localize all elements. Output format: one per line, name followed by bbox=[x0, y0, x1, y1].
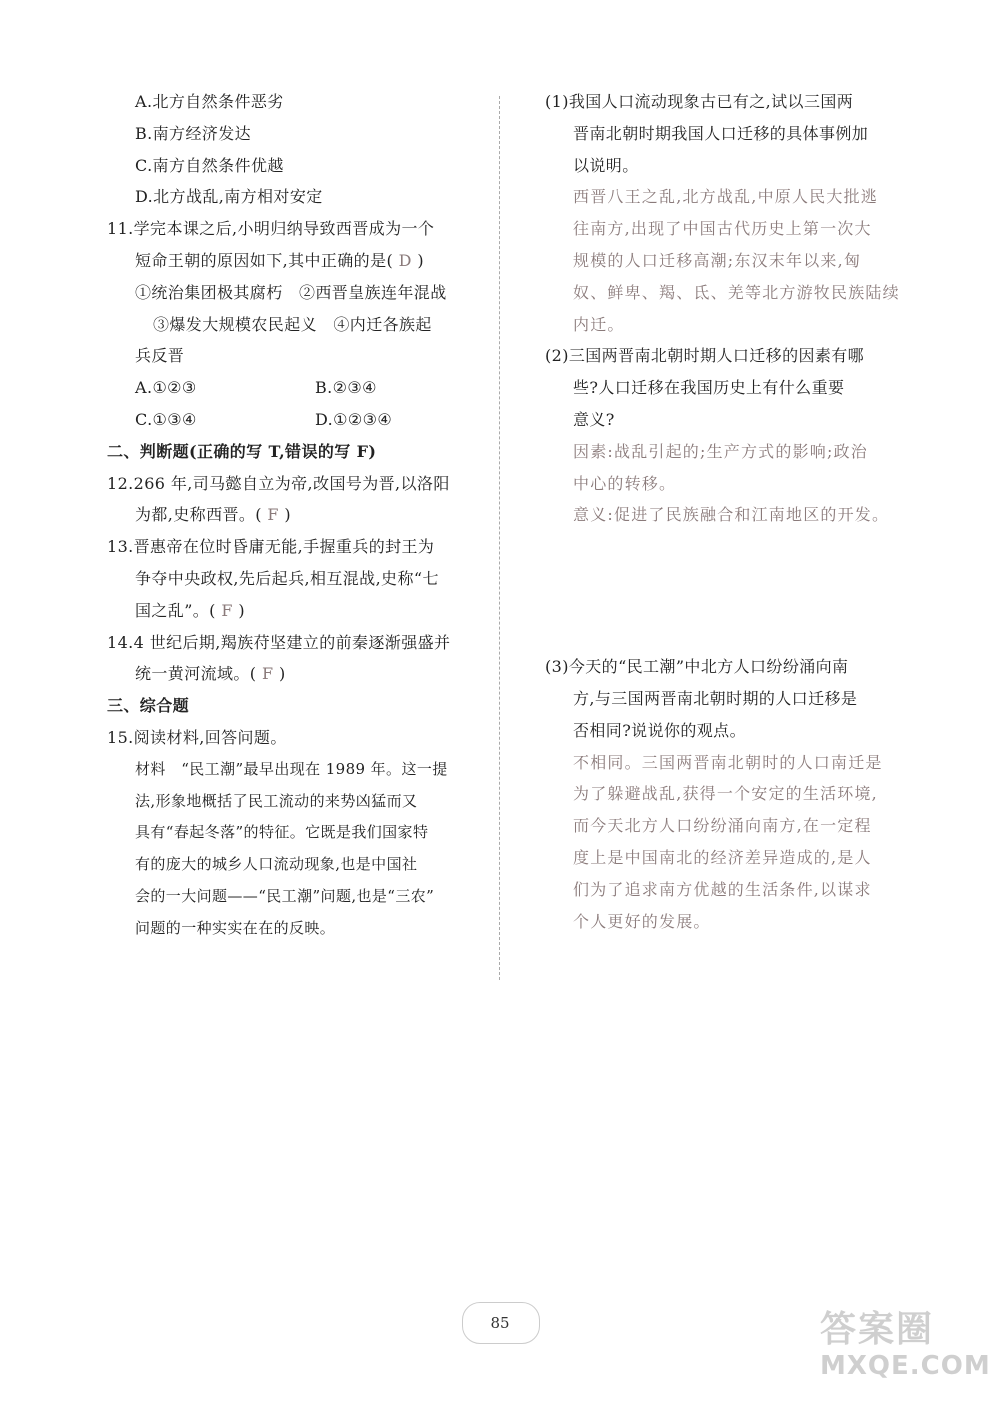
ans3-line1: 不相同。三国两晋南北朝时的人口南迁是 bbox=[573, 752, 883, 772]
ans3-line5: 们为了追求南方优越的生活条件,以谋求 bbox=[573, 879, 872, 899]
ans3-line2: 为了躲避战乱,获得一个安定的生活环境, bbox=[573, 784, 878, 804]
sub1-line2: 晋南北朝时期我国人口迁移的具体事例加 bbox=[573, 123, 869, 143]
page-number: 85 bbox=[490, 1314, 510, 1332]
section-3-heading: 三、综合题 bbox=[107, 696, 190, 716]
material-line-4: 有的庞大的城乡人口流动现象,也是中国社 bbox=[135, 855, 418, 874]
q14-line1: 14.4 世纪后期,羯族苻坚建立的前秦逐渐强盛并 bbox=[107, 632, 451, 652]
q14-line2 bbox=[107, 658, 485, 690]
left-column bbox=[107, 86, 485, 945]
q11-stem-text: 短命王朝的原因如下,其中正确的是( bbox=[135, 250, 394, 270]
sub2-line2: 些?人口迁移在我国历史上有什么重要 bbox=[573, 378, 845, 398]
ans2-line3: 意义:促进了民族融合和江南地区的开发。 bbox=[573, 505, 890, 525]
q13-answer: F bbox=[215, 600, 239, 620]
q11-stem-line1: 11.学完本课之后,小明归纳导致西晋成为一个 bbox=[107, 219, 435, 239]
watermark-line2: MXQE.COM bbox=[820, 1351, 991, 1381]
q11-answer: D bbox=[393, 250, 418, 270]
q10-option-a: A.北方自然条件恶劣 bbox=[135, 92, 284, 111]
q12-text: 为都,史称西晋。( bbox=[135, 505, 262, 525]
q13-line3 bbox=[107, 595, 485, 627]
q11-options-row1 bbox=[107, 372, 485, 404]
column-divider bbox=[499, 96, 500, 980]
ans1-line4: 奴、鲜卑、羯、氐、羌等北方游牧民族陆续 bbox=[573, 282, 900, 302]
q12-line1: 12.266 年,司马懿自立为帝,改国号为晋,以洛阳 bbox=[107, 473, 450, 493]
q11-option-d: D.①②③④ bbox=[315, 409, 393, 429]
q14-answer: F bbox=[256, 664, 279, 684]
q11-items-line1: ①统治集团极其腐朽 ②西晋皇族连年混战 bbox=[135, 282, 447, 302]
ans2-line2: 中心的转移。 bbox=[573, 473, 677, 493]
q11-option-c: C.①③④ bbox=[135, 409, 197, 429]
sub2-line3: 意义? bbox=[573, 409, 615, 429]
q13-line1: 13.晋惠帝在位时昏庸无能,手握重兵的封王为 bbox=[107, 537, 435, 557]
sub3-line1: (3)今天的“民工潮”中北方人口纷纷涌向南 bbox=[545, 657, 849, 677]
q12-line2 bbox=[107, 499, 485, 531]
sub3-line2: 方,与三国两晋南北朝时期的人口迁移是 bbox=[573, 688, 858, 708]
ans1-line3: 规模的人口迁移高潮;东汉末年以来,匈 bbox=[573, 250, 862, 270]
q11-paren-close: ) bbox=[417, 250, 424, 270]
ans3-line6: 个人更好的发展。 bbox=[573, 911, 711, 931]
q15-stem: 15.阅读材料,回答问题。 bbox=[107, 727, 287, 747]
material-line-2: 法,形象地概括了民工流动的来势凶猛而又 bbox=[135, 791, 418, 810]
q14-paren-close: ) bbox=[278, 664, 286, 684]
q11-options-row2 bbox=[107, 404, 485, 436]
material-line-1: 材料 “民工潮”最早出现在 1989 年。这一提 bbox=[135, 759, 448, 778]
ans3-line3: 而今天北方人口纷纷涌向南方,在一定程 bbox=[573, 816, 872, 836]
q11-option-a: A.①②③ bbox=[135, 378, 197, 398]
q10-option-c: C.南方自然条件优越 bbox=[135, 155, 284, 175]
ans2-line1: 因素:战乱引起的;生产方式的影响;政治 bbox=[573, 441, 868, 461]
ans1-line5: 内迁。 bbox=[573, 314, 625, 334]
q11-items-line3: 兵反晋 bbox=[135, 346, 185, 366]
q13-line2: 争夺中央政权,先后起兵,相互混战,史称“七 bbox=[135, 568, 439, 588]
q14-text: 统一黄河流域。( bbox=[135, 664, 257, 684]
sub3-line3: 否相同?说说你的观点。 bbox=[573, 720, 746, 740]
q11-items-line2: ③爆发大规模农民起义 ④内迁各族起 bbox=[153, 314, 432, 334]
ans3-line4: 度上是中国南北的经济差异造成的,是人 bbox=[573, 847, 872, 867]
q12-answer: F bbox=[261, 505, 285, 525]
q13-text: 国之乱”。( bbox=[135, 600, 216, 620]
section-2-heading: 二、判断题(正确的写 T,错误的写 F) bbox=[107, 441, 377, 461]
right-column bbox=[545, 86, 900, 937]
material-line-5: 会的一大问题——“民工潮”问题,也是“三农” bbox=[135, 886, 435, 905]
sub1-line1: (1)我国人口流动现象古已有之,试以三国两 bbox=[545, 92, 854, 111]
watermark-line1: 答案圈 bbox=[820, 1309, 935, 1350]
ans1-line2: 往南方,出现了中国古代历史上第一次大 bbox=[573, 219, 872, 239]
q12-paren-close: ) bbox=[284, 505, 292, 525]
q13-paren-close: ) bbox=[238, 600, 245, 620]
material-line-3: 具有“春起冬落”的特征。它既是我们国家特 bbox=[135, 823, 429, 842]
q11-option-b: B.②③④ bbox=[315, 378, 377, 398]
answer-space bbox=[545, 531, 895, 651]
ans1-line1: 西晋八王之乱,北方战乱,中原人民大批逃 bbox=[573, 187, 878, 207]
q11-stem-line2 bbox=[107, 245, 485, 277]
sub2-line1: (2)三国两晋南北朝时期人口迁移的因素有哪 bbox=[545, 346, 865, 366]
watermark-logo bbox=[820, 1310, 990, 1390]
material-line-6: 问题的一种实实在在的反映。 bbox=[135, 918, 336, 937]
q10-option-d: D.北方战乱,南方相对安定 bbox=[135, 187, 323, 207]
q10-option-b: B.南方经济发达 bbox=[135, 123, 252, 143]
sub1-line3: 以说明。 bbox=[573, 155, 639, 175]
